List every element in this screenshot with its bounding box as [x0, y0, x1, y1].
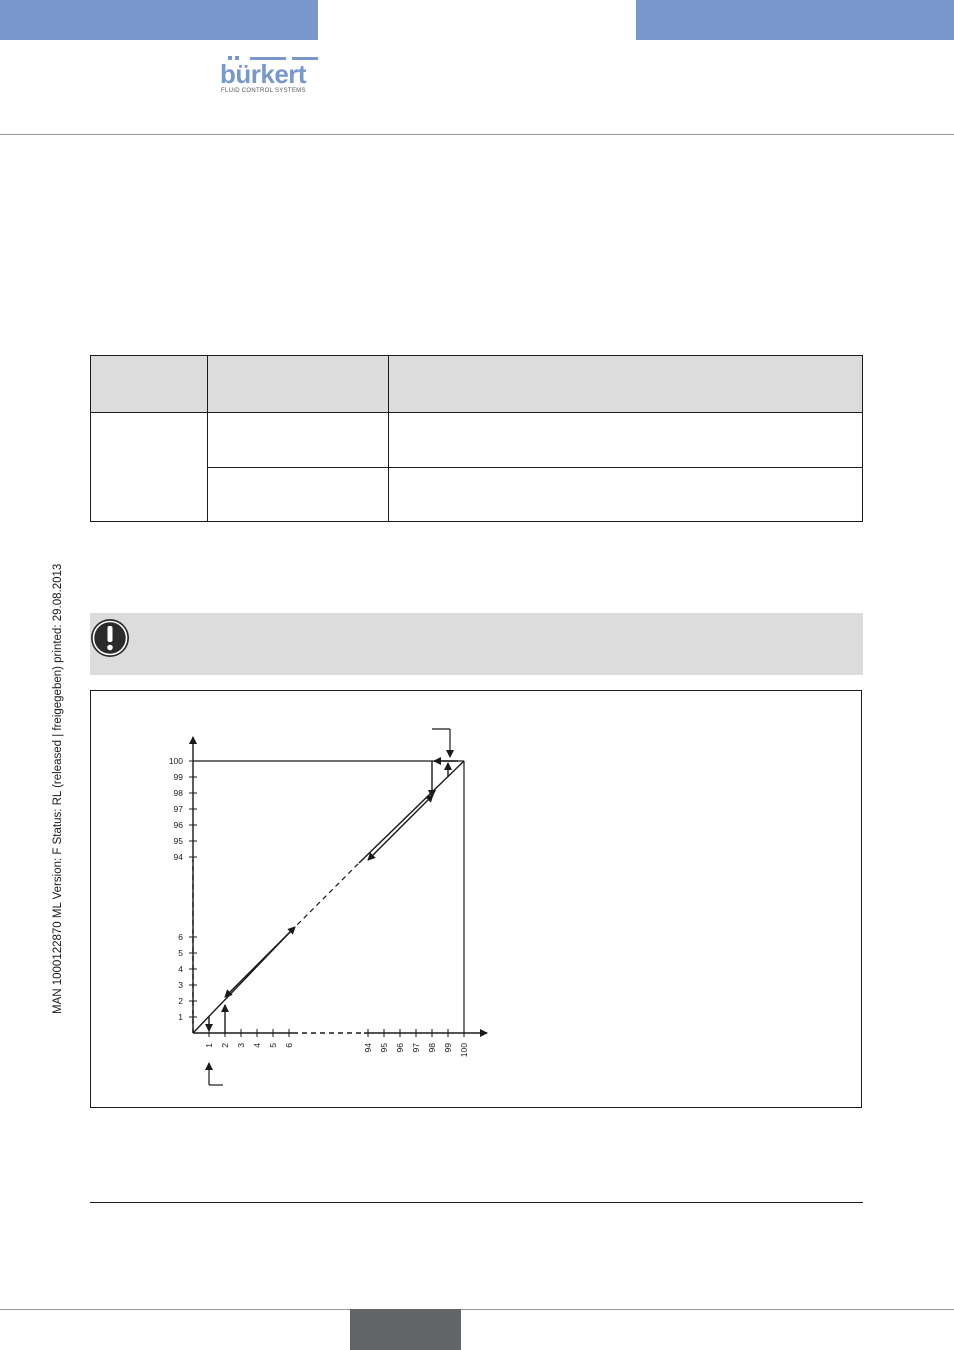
header-accent-bar-right: [636, 0, 954, 40]
direction-arrow: [401, 795, 433, 827]
table-header-cell: [91, 356, 208, 413]
logo-wordmark: bürkert: [220, 59, 307, 89]
x-tick-label: 97: [411, 1043, 421, 1053]
page-number-tab: [350, 1309, 461, 1350]
x-tick-label: 1: [204, 1043, 214, 1048]
table-cell: [389, 413, 863, 467]
table-cell: [208, 413, 389, 467]
logo-tagline: FLUID CONTROL SYSTEMS: [221, 88, 306, 94]
y-tick-label: 96: [173, 820, 183, 830]
table-header-row: [91, 356, 863, 413]
characteristic-chart: [91, 691, 861, 1107]
y-tick-label: 95: [173, 836, 183, 846]
y-tick-label: 6: [178, 932, 183, 942]
x-tick-label: 100: [459, 1043, 469, 1058]
table-header-cell: [389, 356, 863, 413]
x-tick-label: 2: [220, 1043, 230, 1048]
note-box: [90, 613, 863, 675]
table-header-cell: [208, 356, 389, 413]
x-tick-label: 99: [443, 1043, 453, 1053]
footer-divider: [0, 1309, 954, 1310]
y-tick-label: 3: [178, 980, 183, 990]
brand-logo: [220, 56, 320, 96]
x-tick-label: 95: [379, 1043, 389, 1053]
table-cell: [91, 413, 208, 522]
direction-arrow: [225, 971, 251, 997]
header-divider: [0, 134, 954, 135]
y-tick-label: 2: [178, 996, 183, 1006]
series-line-break: [291, 863, 359, 931]
x-tick-label: 4: [252, 1043, 262, 1048]
x-tick-label: 3: [236, 1043, 246, 1048]
warning-exclamation-icon: [90, 618, 132, 660]
x-tick-label: 96: [395, 1043, 405, 1053]
x-tick-label: 94: [363, 1043, 373, 1053]
y-tick-label: 98: [173, 788, 183, 798]
y-tick-label: 1: [178, 1012, 183, 1022]
x-tick-label: 5: [268, 1043, 278, 1048]
x-tick-label: 98: [427, 1043, 437, 1053]
table-cell: [389, 467, 863, 521]
content-bottom-divider: [90, 1202, 863, 1203]
y-tick-label: 5: [178, 948, 183, 958]
table-row: [91, 413, 863, 467]
direction-arrow: [251, 927, 295, 971]
y-tick-label: 97: [173, 804, 183, 814]
spec-table: [90, 355, 863, 522]
x-tick-label: 6: [284, 1043, 294, 1048]
y-tick-label: 94: [173, 852, 183, 862]
y-tick-label: 99: [173, 772, 183, 782]
direction-arrow: [368, 827, 401, 860]
figure-frame: [90, 690, 862, 1108]
y-tick-label: 4: [178, 964, 183, 974]
document-meta-vertical: MAN 1000122870 ML Version: F Status: RL (released | freigegeben) printed: 29.08.2013: [52, 563, 64, 1014]
y-tick-label: 100: [168, 756, 183, 766]
header-accent-bar-left: [0, 0, 318, 40]
table-cell: [208, 467, 389, 521]
